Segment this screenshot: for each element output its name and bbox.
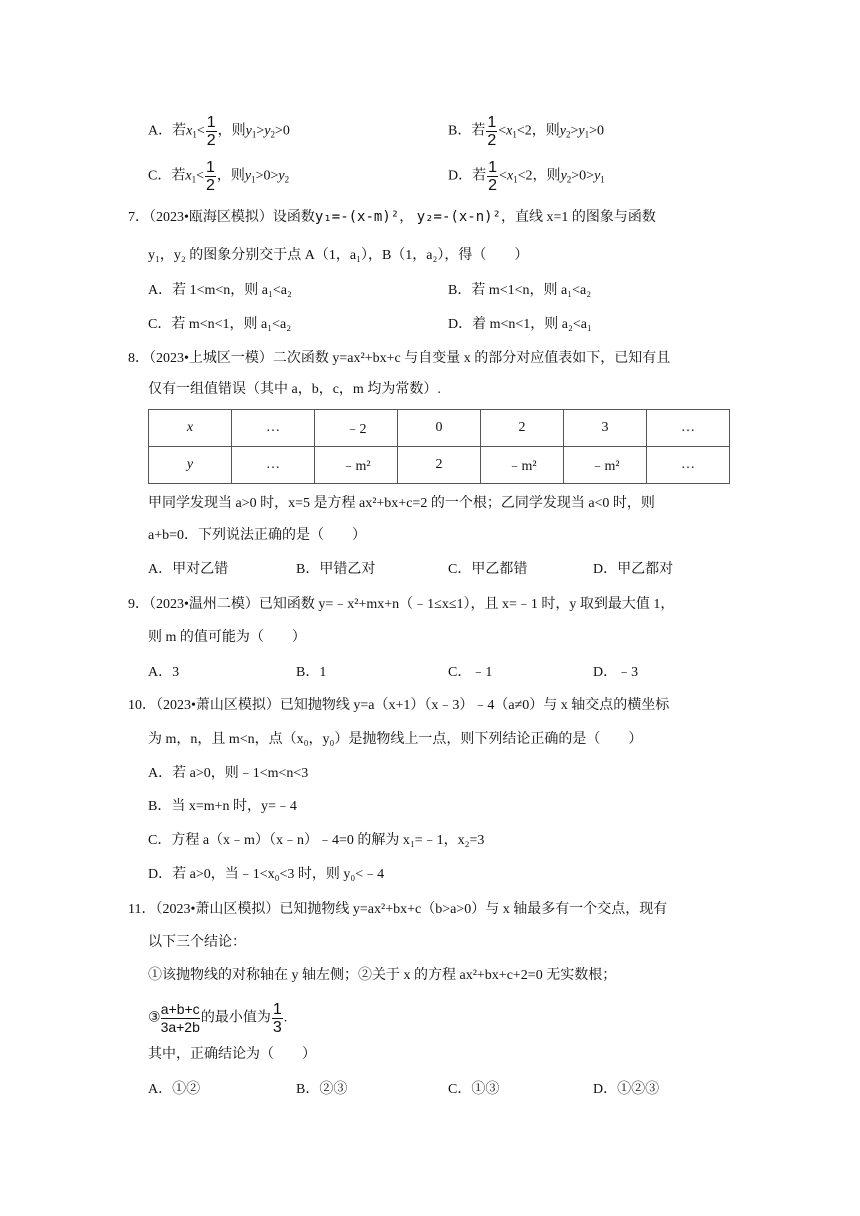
q10-option-d[interactable]: D．若 a>0，当﹣1<x₀<3 时，则 y₀<﹣4 bbox=[148, 867, 385, 882]
table-cell: 2 bbox=[481, 410, 564, 447]
q10-stem-line2: 为 m，n，且 m<n，点（x₀，y₀）是抛物线上一点，则下列结论正确的是（ ） bbox=[148, 732, 643, 747]
q10-option-b[interactable]: B．当 x=m+n 时，y=﹣4 bbox=[148, 799, 297, 814]
q6-option-d[interactable]: D．若 $\frac{1}{2}$ $<x_1<2$，则$y_2>0>y_1$ bbox=[448, 159, 605, 194]
q11-option-b[interactable]: B．②③ bbox=[296, 1082, 348, 1097]
half-fraction: $\frac{1}{2}$ bbox=[487, 114, 497, 149]
table-cell: … bbox=[232, 447, 315, 484]
table-cell: 2 bbox=[398, 447, 481, 484]
table-cell: 3 bbox=[564, 410, 647, 447]
table-cell: 0 bbox=[398, 410, 481, 447]
q7-function-2: y₂=-(x-n)²， bbox=[416, 209, 515, 225]
q8-value-table bbox=[148, 409, 730, 484]
q11-stem-line2: 以下三个结论： bbox=[148, 935, 246, 950]
q8-stem-line2: 仅有一组值错误（其中 a，b，c，m 均为常数）. bbox=[148, 382, 441, 397]
table-cell: … bbox=[647, 410, 730, 447]
q9-option-b[interactable]: B．1 bbox=[296, 665, 327, 680]
half-fraction: $\frac{1}{2}$ bbox=[488, 159, 498, 194]
q11-stem-line1: 11．（2023•萧山区模拟）已知抛物线 y=ax²+bx+c（b>a>0）与 x 轴最多有一个交点，现有 bbox=[128, 902, 668, 917]
q10-stem-line1: 10．（2023•萧山区模拟）已知抛物线 y=a（x+1）（x﹣3）﹣4（a≠0）与 x 轴交点的横坐标 bbox=[128, 698, 670, 713]
table-cell: … bbox=[647, 447, 730, 484]
q11-option-a[interactable]: A．①② bbox=[148, 1082, 201, 1097]
q11-stem-line5: 其中，正确结论为（ ） bbox=[148, 1047, 316, 1062]
q7-option-a[interactable]: A．若 1<m<n，则 a₁<a₂ bbox=[148, 283, 292, 298]
q7-option-d[interactable]: D．着 m<n<1，则 a₂<a₁ bbox=[448, 317, 592, 332]
table-cell: ﹣m² bbox=[481, 447, 564, 484]
table-cell: y bbox=[149, 447, 232, 484]
q9-stem-line1: 9．（2023•温州二模）已知函数 y=﹣x²+mx+n（﹣1≤x≤1），且 x=﹣1 时，y 取到最大值 1， bbox=[128, 597, 675, 612]
q7-option-c[interactable]: C．若 m<n<1，则 a₁<a₂ bbox=[148, 317, 292, 332]
q11-ratio-fraction: $\frac{a+b+c}{3a+2b}$ bbox=[160, 1001, 200, 1035]
q11-option-d[interactable]: D．①②③ bbox=[593, 1082, 660, 1097]
table-cell: ﹣m² bbox=[564, 447, 647, 484]
table-cell: … bbox=[232, 410, 315, 447]
q8-stem-line1: 8．（2023•上城区一模）二次函数 y=ax²+bx+c 与自变量 x 的部分对应值表如下，已知有且 bbox=[128, 351, 671, 366]
q11-stem-line3: ①该抛物线的对称轴在 y 轴左侧；②关于 x 的方程 ax²+bx+c+2=0 无实数根； bbox=[148, 968, 617, 983]
table-cell: ﹣2 bbox=[315, 410, 398, 447]
q9-stem-line2: 则 m 的值可能为（ ） bbox=[148, 630, 306, 645]
q6-option-a[interactable]: A．若$x_1<$ $\frac{1}{2}$ ，则$y_1>y_2>0$ bbox=[148, 114, 290, 149]
q7-function-1: y₁=-(x-m)²， bbox=[314, 209, 414, 225]
q8-option-a[interactable]: A．甲对乙错 bbox=[148, 562, 229, 577]
q10-option-c[interactable]: C．方程 a（x﹣m）（x﹣n）﹣4=0 的解为 x₁=﹣1，x₂=3 bbox=[148, 833, 485, 848]
q8-stem-line4: a+b=0．下列说法正确的是（ ） bbox=[148, 528, 367, 543]
table-cell: ﹣m² bbox=[315, 447, 398, 484]
third-fraction: $\frac{1}{3}$ bbox=[272, 1001, 282, 1036]
q10-option-a[interactable]: A．若 a>0，则﹣1<m<n<3 bbox=[148, 766, 309, 781]
q7-stem-line1: 7．（2023•瓯海区模拟）设函数y₁=-(x-m)²， y₂=-(x-n)²，直线 x=1 的图象与函数 bbox=[128, 209, 656, 225]
q9-option-d[interactable]: D．﹣3 bbox=[593, 665, 639, 680]
q6-option-c[interactable]: C．若$x_1<$ $\frac{1}{2}$ ，则$y_1>0>y_2$ bbox=[148, 159, 290, 194]
q11-stem-line4: ③ $\frac{a+b+c}{3a+2b}$ 的最小值为 $\frac{1}{3}$ . bbox=[148, 1001, 288, 1036]
half-fraction: $\frac{1}{2}$ bbox=[206, 114, 216, 149]
q8-option-c[interactable]: C．甲乙都错 bbox=[448, 562, 528, 577]
q7-stem-line2: y₁，y₂ 的图象分别交于点 A（1，a₁），B（1，a₂），得（ ） bbox=[148, 248, 529, 263]
q7-option-b[interactable]: B．若 m<1<n，则 a₁<a₂ bbox=[448, 283, 592, 298]
q8-option-b[interactable]: B．甲错乙对 bbox=[296, 562, 376, 577]
q9-option-c[interactable]: C．﹣1 bbox=[448, 665, 493, 680]
q8-option-d[interactable]: D．甲乙都对 bbox=[593, 562, 674, 577]
q9-option-a[interactable]: A．3 bbox=[148, 665, 180, 680]
q11-option-c[interactable]: C．①③ bbox=[448, 1082, 500, 1097]
half-fraction: $\frac{1}{2}$ bbox=[205, 159, 215, 194]
table-row bbox=[149, 410, 730, 447]
q8-stem-line3: 甲同学发现当 a>0 时，x=5 是方程 ax²+bx+c=2 的一个根；乙同学发现当 a<0 时，则 bbox=[148, 496, 655, 511]
q6-option-b[interactable]: B．若 $\frac{1}{2}$ $<x_1<2$，则$y_2>y_1>0$ bbox=[448, 114, 605, 149]
table-row bbox=[149, 447, 730, 484]
table-cell: x bbox=[149, 410, 232, 447]
